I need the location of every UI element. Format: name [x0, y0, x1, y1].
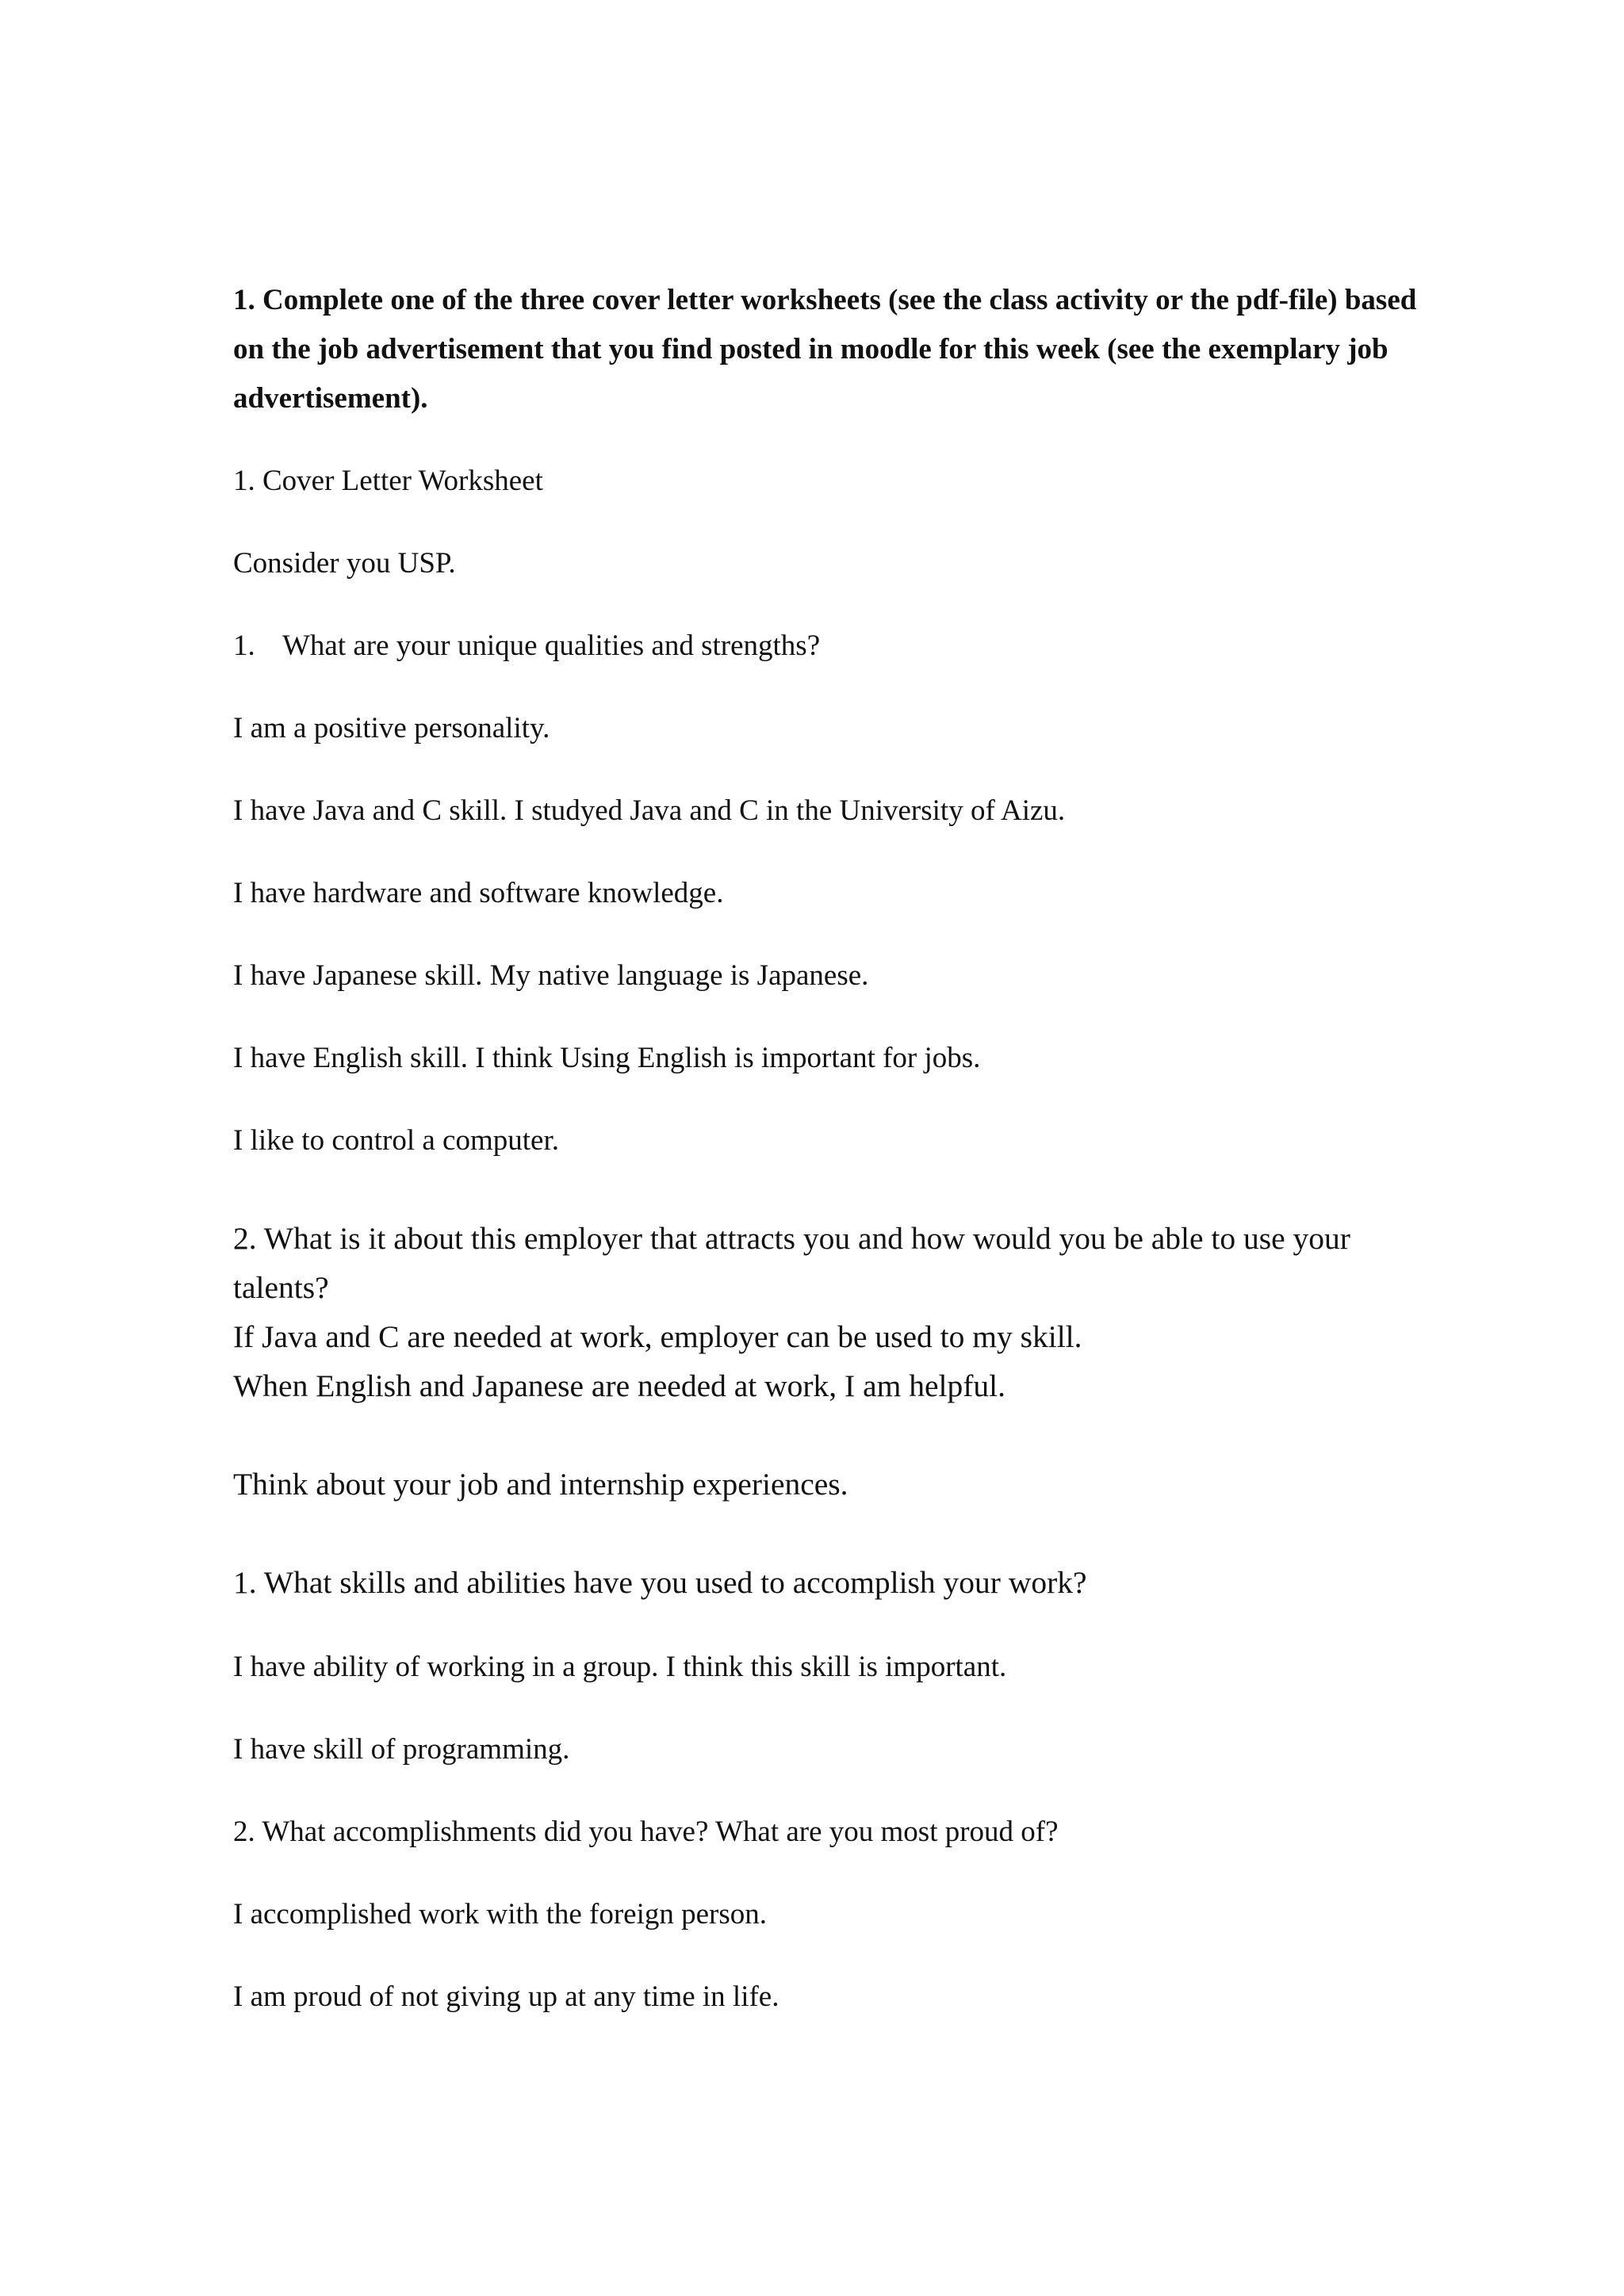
experience-question-2: 2. What accomplishments did you have? What are you most proud of?	[233, 1816, 1059, 1848]
experience-question-1: 1. What skills and abilities have you used to accomplish your work?	[233, 1565, 1087, 1600]
usp-question-1-text: What are your unique qualities and strengths?	[282, 629, 821, 662]
instruction-line-3: advertisement).	[233, 382, 428, 415]
usp-question-2-line-1: 2. What is it about this employer that attracts you and how would you be able to use your	[233, 1221, 1350, 1256]
usp-question-1	[233, 631, 820, 660]
usp-answer: I like to control a computer.	[233, 1124, 559, 1157]
usp-answer: I have Java and C skill. I studyed Java and C in the University of Aizu.	[233, 794, 1066, 827]
usp-answer-2: When English and Japanese are needed at work, I am helpful.	[233, 1368, 1005, 1403]
usp-answer: I have hardware and software knowledge.	[233, 877, 724, 909]
experience-answer-1: I have ability of working in a group. I think this skill is important.	[233, 1651, 1007, 1683]
instruction-line-1: 1. Complete one of the three cover letter worksheets (see the class activity or the pdf-file) based	[233, 284, 1417, 316]
usp-answer: I am a positive personality.	[233, 712, 550, 744]
experience-heading: Think about your job and internship experiences.	[233, 1467, 848, 1502]
usp-answer: I have Japanese skill. My native language is Japanese.	[233, 959, 869, 992]
worksheet-title: 1. Cover Letter Worksheet	[233, 465, 543, 497]
instruction-line-2: on the job advertisement that you find posted in moodle for this week (see the exemplary job	[233, 333, 1388, 365]
experience-answer-1: I have skill of programming.	[233, 1733, 570, 1766]
usp-question-2-line-2: talents?	[233, 1270, 329, 1305]
experience-answer-2: I am proud of not giving up at any time in life.	[233, 1980, 779, 2013]
experience-answer-2: I accomplished work with the foreign person.	[233, 1898, 768, 1931]
usp-answer-2: If Java and C are needed at work, employer can be used to my skill.	[233, 1319, 1082, 1354]
usp-question-1-number: 1.	[233, 629, 255, 662]
usp-answer: I have English skill. I think Using English is important for jobs.	[233, 1042, 981, 1074]
usp-heading: Consider you USP.	[233, 547, 456, 580]
